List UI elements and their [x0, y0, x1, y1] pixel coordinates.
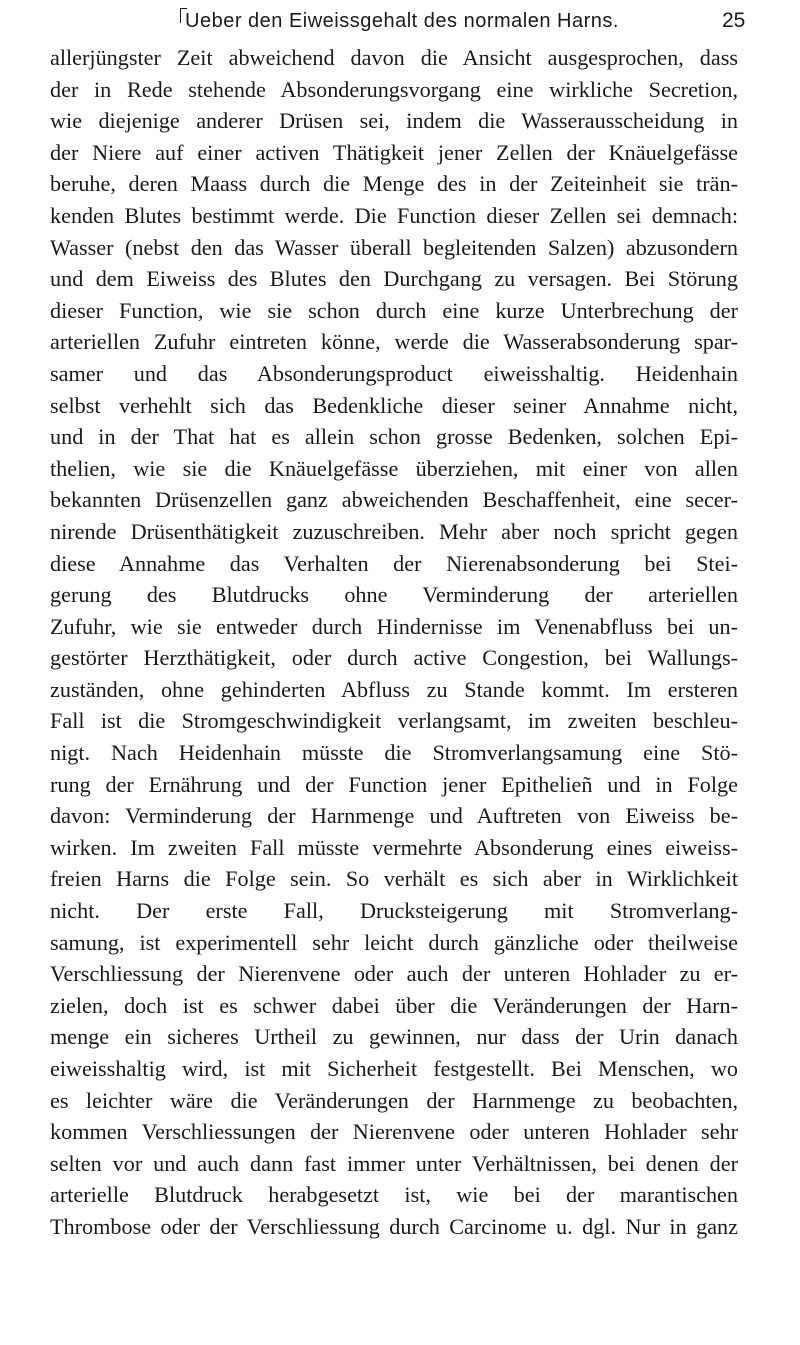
- text-line: Thrombose oder der Verschliessung durch Carcinome u. dgl. Nur in ganz: [50, 1213, 738, 1239]
- text-line: rung der Ernährung und der Function jener Epithelieñ und in Folge: [50, 771, 738, 797]
- text-line: und in der That hat es allein schon grosse Bedenken, solchen Epi-: [50, 424, 738, 450]
- text-line: nicht. Der erste Fall, Drucksteigerung mit Stromverlang-: [50, 898, 738, 924]
- text-line: nigt. Nach Heidenhain müsste die Stromverlangsamung eine Stö-: [50, 740, 738, 766]
- text-line: Zufuhr, wie sie entweder durch Hindernisse im Venenabfluss bei un-: [50, 613, 738, 639]
- text-line: wirken. Im zweiten Fall müsste vermehrte Absonderung eines eiweiss-: [50, 834, 738, 860]
- text-line: wie diejenige anderer Drüsen sei, indem die Wasserausscheidung in: [50, 108, 738, 134]
- text-line: der in Rede stehende Absonderungsvorgang eine wirkliche Secretion,: [50, 76, 738, 102]
- body-text: [50, 42, 738, 1243]
- running-head: [0, 2, 800, 40]
- text-line: thelien, wie sie die Knäuelgefässe überziehen, mit einer von allen: [50, 455, 738, 481]
- text-line: zielen, doch ist es schwer dabei über die Veränderungen der Harn-: [50, 992, 738, 1018]
- text-line: nirende Drüsenthätigkeit zuzuschreiben. Mehr aber noch spricht gegen: [50, 518, 738, 544]
- page-number: 25: [722, 9, 746, 32]
- text-line: Fall ist die Stromgeschwindigkeit verlangsamt, im zweiten beschleu-: [50, 708, 738, 734]
- text-line: freien Harns die Folge sein. So verhält es sich aber in Wirklichkeit: [50, 866, 738, 892]
- text-line: dieser Function, wie sie schon durch eine kurze Unterbrechung der: [50, 297, 738, 323]
- text-line: samung, ist experimentell sehr leicht durch gänzliche oder theilweise: [50, 929, 738, 955]
- text-line: eiweisshaltig wird, ist mit Sicherheit festgestellt. Bei Menschen, wo: [50, 1056, 738, 1081]
- text-line: und dem Eiweiss des Blutes den Durchgang zu versagen. Bei Störung: [50, 266, 738, 292]
- text-line: selbst verhehlt sich das Bedenkliche dieser seiner Annahme nicht,: [50, 392, 738, 418]
- text-line: samer und das Absonderungsproduct eiweisshaltig. Heidenhain: [50, 360, 738, 386]
- text-line: Wasser (nebst den das Wasser überall begleitenden Salzen) abzusondern: [50, 234, 738, 260]
- text-line: menge ein sicheres Urtheil zu gewinnen, nur dass der Urin danach: [50, 1024, 738, 1050]
- text-line: es leichter wäre die Veränderungen der Harnmenge zu beobachten,: [50, 1087, 738, 1113]
- text-line: kenden Blutes bestimmt werde. Die Function dieser Zellen sei demnach:: [50, 202, 738, 228]
- text-line: allerjüngster Zeit abweichend davon die Ansicht ausgesprochen, dass: [50, 45, 738, 70]
- text-line: gerung des Blutdrucks ohne Verminderung der arteriellen: [50, 582, 738, 608]
- text-line: beruhe, deren Maass durch die Menge des in der Zeiteinheit sie trän-: [50, 171, 738, 197]
- text-line: Verschliessung der Nierenvene oder auch der unteren Hohlader zu er-: [50, 961, 738, 987]
- text-line: arterielle Blutdruck herabgesetzt ist, wie bei der marantischen: [50, 1182, 738, 1208]
- text-line: diese Annahme das Verhalten der Nierenabsonderung bei Stei-: [50, 550, 738, 576]
- text-line: davon: Verminderung der Harnmenge und Auftreten von Eiweiss be-: [50, 803, 738, 829]
- text-line: arteriellen Zufuhr eintreten könne, werde die Wasserabsonderung spar-: [50, 329, 738, 355]
- text-line: kommen Verschliessungen der Nierenvene oder unteren Hohlader sehr: [50, 1119, 738, 1145]
- text-line: gestörter Herzthätigkeit, oder durch active Congestion, bei Wallungs-: [50, 645, 738, 671]
- text-line: der Niere auf einer activen Thätigkeit jener Zellen der Knäuelgefässe: [50, 139, 738, 165]
- text-line: zuständen, ohne gehinderten Abfluss zu Stande kommt. Im ersteren: [50, 676, 738, 702]
- text-line: selten vor und auch dann fast immer unter Verhältnissen, bei denen der: [50, 1150, 738, 1176]
- text-line: bekannten Drüsenzellen ganz abweichenden Beschaffenheit, eine secer-: [50, 487, 738, 513]
- running-head-title: Ueber den Eiweissgehalt des normalen Harns.: [185, 10, 619, 32]
